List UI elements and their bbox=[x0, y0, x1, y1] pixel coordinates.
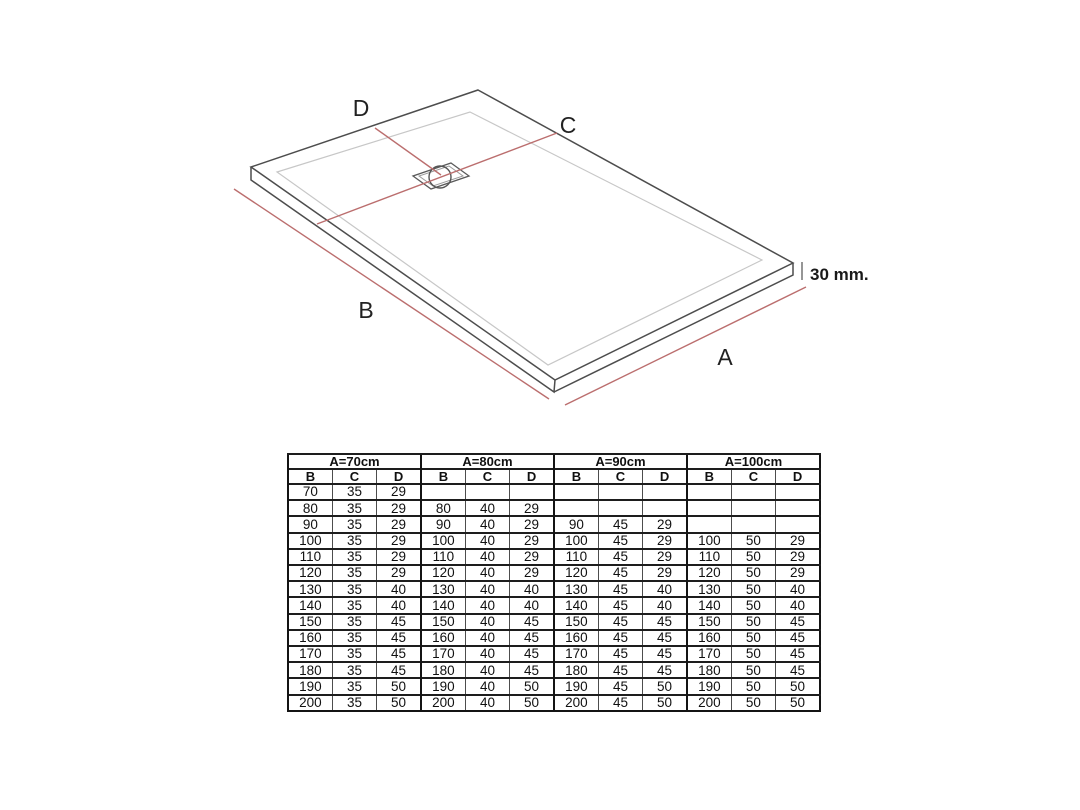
table-cell: 50 bbox=[377, 678, 421, 694]
thickness-label: 30 mm. bbox=[810, 265, 869, 284]
table-cell: 130 bbox=[554, 581, 598, 597]
table-cell: 190 bbox=[687, 678, 731, 694]
table-cell: 120 bbox=[554, 565, 598, 581]
table-cell bbox=[554, 484, 598, 500]
table-cell: 50 bbox=[731, 695, 775, 711]
table-row bbox=[288, 549, 820, 565]
table-row bbox=[288, 516, 820, 532]
table-row bbox=[288, 678, 820, 694]
table-cell: 50 bbox=[731, 646, 775, 662]
table-cell: 45 bbox=[598, 533, 642, 549]
column-header-cell: C bbox=[332, 469, 376, 484]
table-cell: 45 bbox=[776, 630, 820, 646]
table-cell: 50 bbox=[731, 565, 775, 581]
table-cell: 45 bbox=[377, 646, 421, 662]
table-row bbox=[288, 533, 820, 549]
table-cell: 80 bbox=[288, 500, 332, 516]
table-cell: 110 bbox=[687, 549, 731, 565]
table-cell: 35 bbox=[332, 549, 376, 565]
table-cell: 170 bbox=[687, 646, 731, 662]
table-row bbox=[288, 581, 820, 597]
table-cell: 130 bbox=[687, 581, 731, 597]
dimension-label-b: B bbox=[358, 297, 374, 323]
table-cell: 45 bbox=[510, 630, 554, 646]
column-header-cell: D bbox=[776, 469, 820, 484]
table-cell: 45 bbox=[377, 614, 421, 630]
table-cell: 50 bbox=[510, 678, 554, 694]
table-cell: 50 bbox=[731, 614, 775, 630]
table-cell: 35 bbox=[332, 646, 376, 662]
table-cell: 45 bbox=[776, 614, 820, 630]
table-cell: 40 bbox=[510, 581, 554, 597]
table-cell: 29 bbox=[643, 533, 687, 549]
table-cell: 50 bbox=[731, 630, 775, 646]
table-head bbox=[288, 454, 820, 484]
table-cell: 90 bbox=[288, 516, 332, 532]
group-header-cell: A=70cm bbox=[288, 454, 421, 469]
table-cell bbox=[687, 500, 731, 516]
dimension-label-c: C bbox=[559, 112, 577, 138]
table-cell: 45 bbox=[598, 581, 642, 597]
table-cell: 180 bbox=[421, 662, 465, 678]
table-cell: 40 bbox=[465, 614, 509, 630]
table-cell: 45 bbox=[377, 662, 421, 678]
column-header-cell: D bbox=[510, 469, 554, 484]
table-cell: 40 bbox=[465, 533, 509, 549]
table-cell bbox=[643, 500, 687, 516]
table-row bbox=[288, 484, 820, 500]
column-header-cell: D bbox=[643, 469, 687, 484]
table-cell: 40 bbox=[465, 695, 509, 711]
table-cell: 35 bbox=[332, 500, 376, 516]
table-cell bbox=[554, 500, 598, 516]
table-cell: 180 bbox=[687, 662, 731, 678]
table-row bbox=[288, 662, 820, 678]
table-cell: 35 bbox=[332, 565, 376, 581]
table-cell: 50 bbox=[731, 533, 775, 549]
table-cell: 40 bbox=[465, 597, 509, 613]
table-cell bbox=[776, 484, 820, 500]
column-header-cell: B bbox=[288, 469, 332, 484]
table-cell: 45 bbox=[598, 630, 642, 646]
table-cell: 150 bbox=[288, 614, 332, 630]
table-cell: 29 bbox=[510, 516, 554, 532]
table-cell: 120 bbox=[288, 565, 332, 581]
table-cell: 50 bbox=[731, 581, 775, 597]
table-cell: 180 bbox=[554, 662, 598, 678]
table-cell bbox=[731, 484, 775, 500]
table-cell: 45 bbox=[598, 565, 642, 581]
table-cell: 35 bbox=[332, 581, 376, 597]
table-cell: 40 bbox=[465, 581, 509, 597]
table-cell: 40 bbox=[465, 516, 509, 532]
table-row bbox=[288, 565, 820, 581]
table-cell: 45 bbox=[598, 646, 642, 662]
table-cell: 170 bbox=[554, 646, 598, 662]
table-cell: 29 bbox=[377, 484, 421, 500]
dimension-label-d: D bbox=[352, 95, 370, 121]
group-header-row bbox=[288, 454, 820, 469]
table-cell: 40 bbox=[377, 597, 421, 613]
table-cell: 100 bbox=[687, 533, 731, 549]
table-cell: 40 bbox=[377, 581, 421, 597]
table-cell: 40 bbox=[465, 678, 509, 694]
table-cell: 190 bbox=[421, 678, 465, 694]
table-cell: 50 bbox=[643, 678, 687, 694]
table-cell: 160 bbox=[421, 630, 465, 646]
table-cell: 35 bbox=[332, 533, 376, 549]
table-cell: 40 bbox=[643, 581, 687, 597]
table-cell: 45 bbox=[598, 662, 642, 678]
table-cell: 29 bbox=[776, 533, 820, 549]
table-cell: 50 bbox=[731, 597, 775, 613]
column-header-cell: C bbox=[598, 469, 642, 484]
table-cell: 35 bbox=[332, 484, 376, 500]
table-cell: 29 bbox=[643, 549, 687, 565]
table-cell: 29 bbox=[377, 516, 421, 532]
dimensions-table-wrap bbox=[287, 453, 821, 712]
table-cell: 50 bbox=[643, 695, 687, 711]
table-cell bbox=[421, 484, 465, 500]
table-cell: 45 bbox=[643, 646, 687, 662]
table-cell: 45 bbox=[598, 695, 642, 711]
table-cell: 45 bbox=[598, 614, 642, 630]
table-cell: 110 bbox=[421, 549, 465, 565]
column-header-cell: C bbox=[465, 469, 509, 484]
table-cell: 140 bbox=[687, 597, 731, 613]
table-cell: 45 bbox=[598, 516, 642, 532]
table-cell: 45 bbox=[598, 597, 642, 613]
table-cell bbox=[731, 516, 775, 532]
table-cell bbox=[687, 516, 731, 532]
table-cell: 45 bbox=[643, 630, 687, 646]
table-cell: 45 bbox=[598, 549, 642, 565]
table-cell: 45 bbox=[377, 630, 421, 646]
table-cell: 35 bbox=[332, 630, 376, 646]
dimensions-table bbox=[287, 453, 821, 712]
table-cell: 40 bbox=[776, 597, 820, 613]
table-row bbox=[288, 597, 820, 613]
table-cell: 150 bbox=[421, 614, 465, 630]
table-row bbox=[288, 614, 820, 630]
column-header-row bbox=[288, 469, 820, 484]
table-cell bbox=[776, 500, 820, 516]
table-cell: 40 bbox=[510, 597, 554, 613]
table-cell bbox=[643, 484, 687, 500]
table-cell: 45 bbox=[776, 662, 820, 678]
table-cell: 190 bbox=[288, 678, 332, 694]
table-cell: 90 bbox=[554, 516, 598, 532]
table-cell: 29 bbox=[776, 549, 820, 565]
table-cell bbox=[465, 484, 509, 500]
table-row bbox=[288, 500, 820, 516]
table-cell: 160 bbox=[288, 630, 332, 646]
table-cell: 130 bbox=[288, 581, 332, 597]
column-header-cell: B bbox=[421, 469, 465, 484]
table-cell: 29 bbox=[510, 565, 554, 581]
table-cell: 110 bbox=[288, 549, 332, 565]
table-cell: 120 bbox=[687, 565, 731, 581]
table-cell: 35 bbox=[332, 614, 376, 630]
table-cell: 170 bbox=[421, 646, 465, 662]
table-cell: 45 bbox=[643, 662, 687, 678]
table-cell: 50 bbox=[776, 678, 820, 694]
table-cell: 40 bbox=[465, 500, 509, 516]
table-cell: 150 bbox=[554, 614, 598, 630]
table-cell: 35 bbox=[332, 678, 376, 694]
table-cell: 200 bbox=[554, 695, 598, 711]
table-body bbox=[288, 484, 820, 711]
table-cell bbox=[776, 516, 820, 532]
table-cell: 40 bbox=[465, 549, 509, 565]
column-header-cell: C bbox=[731, 469, 775, 484]
table-cell: 35 bbox=[332, 516, 376, 532]
table-cell: 45 bbox=[598, 678, 642, 694]
table-cell bbox=[687, 484, 731, 500]
table-cell: 50 bbox=[731, 549, 775, 565]
table-cell bbox=[598, 500, 642, 516]
group-header-cell: A=90cm bbox=[554, 454, 687, 469]
table-cell: 50 bbox=[731, 678, 775, 694]
table-cell: 180 bbox=[288, 662, 332, 678]
table-cell: 35 bbox=[332, 597, 376, 613]
group-header-cell: A=80cm bbox=[421, 454, 554, 469]
column-header-cell: B bbox=[687, 469, 731, 484]
table-cell bbox=[510, 484, 554, 500]
table-cell: 29 bbox=[776, 565, 820, 581]
table-cell: 29 bbox=[643, 516, 687, 532]
table-cell: 100 bbox=[554, 533, 598, 549]
table-row bbox=[288, 695, 820, 711]
table-cell: 35 bbox=[332, 695, 376, 711]
column-header-cell: B bbox=[554, 469, 598, 484]
table-cell: 45 bbox=[510, 662, 554, 678]
table-cell: 40 bbox=[643, 597, 687, 613]
table-cell: 45 bbox=[510, 614, 554, 630]
table-row bbox=[288, 646, 820, 662]
table-cell: 29 bbox=[377, 565, 421, 581]
table-cell: 150 bbox=[687, 614, 731, 630]
table-cell: 140 bbox=[421, 597, 465, 613]
table-cell: 70 bbox=[288, 484, 332, 500]
table-cell: 40 bbox=[776, 581, 820, 597]
table-cell: 40 bbox=[465, 662, 509, 678]
dimension-label-a: A bbox=[717, 344, 733, 370]
table-cell: 40 bbox=[465, 565, 509, 581]
table-cell: 50 bbox=[510, 695, 554, 711]
table-cell: 200 bbox=[687, 695, 731, 711]
table-cell: 100 bbox=[288, 533, 332, 549]
table-cell bbox=[598, 484, 642, 500]
table-cell: 29 bbox=[377, 533, 421, 549]
table-cell: 29 bbox=[643, 565, 687, 581]
table-cell: 50 bbox=[776, 695, 820, 711]
group-header-cell: A=100cm bbox=[687, 454, 820, 469]
column-header-cell: D bbox=[377, 469, 421, 484]
table-cell: 100 bbox=[421, 533, 465, 549]
table-cell: 45 bbox=[510, 646, 554, 662]
table-cell: 200 bbox=[288, 695, 332, 711]
table-cell: 160 bbox=[554, 630, 598, 646]
table-row bbox=[288, 630, 820, 646]
table-cell: 29 bbox=[377, 549, 421, 565]
table-cell: 40 bbox=[465, 646, 509, 662]
table-cell: 40 bbox=[465, 630, 509, 646]
table-cell: 170 bbox=[288, 646, 332, 662]
table-cell: 29 bbox=[510, 533, 554, 549]
table-cell: 80 bbox=[421, 500, 465, 516]
table-cell: 120 bbox=[421, 565, 465, 581]
table-cell: 45 bbox=[776, 646, 820, 662]
table-cell: 29 bbox=[510, 500, 554, 516]
table-cell: 50 bbox=[731, 662, 775, 678]
table-cell: 50 bbox=[377, 695, 421, 711]
table-cell bbox=[731, 500, 775, 516]
table-cell: 200 bbox=[421, 695, 465, 711]
table-cell: 140 bbox=[554, 597, 598, 613]
table-cell: 35 bbox=[332, 662, 376, 678]
table-cell: 90 bbox=[421, 516, 465, 532]
table-cell: 29 bbox=[377, 500, 421, 516]
table-cell: 190 bbox=[554, 678, 598, 694]
table-cell: 130 bbox=[421, 581, 465, 597]
table-cell: 160 bbox=[687, 630, 731, 646]
table-cell: 45 bbox=[643, 614, 687, 630]
table-cell: 140 bbox=[288, 597, 332, 613]
table-cell: 29 bbox=[510, 549, 554, 565]
table-cell: 110 bbox=[554, 549, 598, 565]
